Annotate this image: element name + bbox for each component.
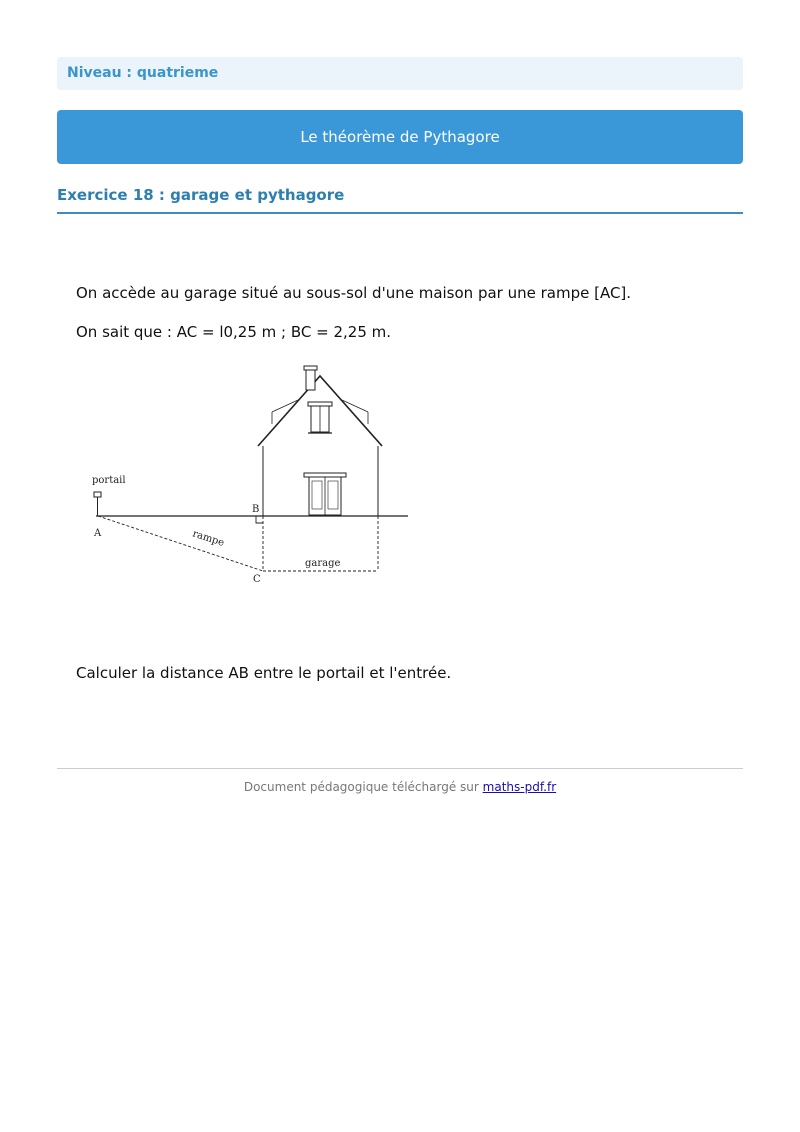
lesson-title: Le théorème de Pythagore — [300, 128, 500, 146]
statement-line-2: On sait que : AC = l0,25 m ; BC = 2,25 m. — [76, 323, 392, 341]
label-a: A — [94, 528, 102, 539]
footer-link[interactable]: maths-pdf.fr — [482, 780, 557, 794]
statement-line-1: On accède au garage situé au sous-sol d'une maison par une rampe [AC]. — [76, 284, 632, 302]
chimney — [306, 370, 315, 390]
right-angle-mark — [256, 516, 263, 523]
chimney-cap — [304, 366, 317, 370]
label-garage: garage — [305, 558, 341, 569]
exercise-title — [57, 184, 743, 214]
exercise-title-text: Exercice 18 : garage et pythagore — [57, 186, 345, 204]
label-c: C — [253, 574, 261, 585]
upper-window-frame — [308, 402, 332, 406]
label-portail: portail — [92, 475, 126, 486]
lesson-title-banner — [57, 110, 743, 164]
level-box — [57, 57, 743, 90]
label-b: B — [252, 504, 260, 515]
portail-post-top — [94, 492, 101, 497]
house-ramp-figure — [76, 360, 416, 595]
footer-text: Document pédagogique téléchargé sur — [243, 780, 479, 794]
label-rampe: rampe — [191, 528, 226, 549]
question-text: Calculer la distance AB entre le portail et l'entrée. — [76, 664, 452, 682]
footer-divider — [57, 768, 743, 769]
level-label: Niveau : quatrieme — [67, 65, 219, 81]
ramp-line — [98, 516, 263, 571]
footer — [57, 780, 743, 794]
door-awning — [304, 473, 346, 477]
